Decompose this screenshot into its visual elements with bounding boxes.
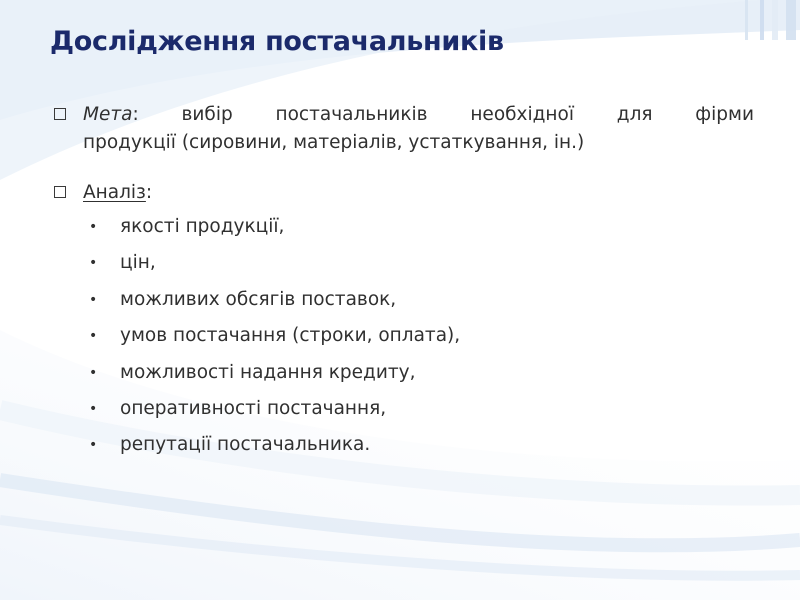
bullet-icon: • xyxy=(89,291,98,308)
bullet-icon: • xyxy=(89,364,98,381)
goal-item xyxy=(54,101,754,157)
bullet-icon: • xyxy=(89,437,98,454)
analysis-list xyxy=(54,213,754,468)
list-item xyxy=(54,286,754,322)
slide-content xyxy=(54,101,754,468)
goal-label: Мета xyxy=(83,104,133,125)
analysis-label: Аналіз xyxy=(83,182,146,203)
list-item xyxy=(54,395,754,431)
list-item xyxy=(54,213,754,249)
analysis-item xyxy=(54,179,754,207)
list-item xyxy=(54,359,754,395)
slide-title: Дослідження постачальників xyxy=(50,26,504,57)
bullet-icon: • xyxy=(89,219,98,235)
analysis-suffix: : xyxy=(145,182,153,203)
bullet-icon: • xyxy=(89,328,98,345)
list-item-text: можливості надання кредиту, xyxy=(120,361,416,383)
list-item xyxy=(54,322,754,358)
list-item-text: репутації постачальника. xyxy=(120,434,371,456)
bullet-icon: • xyxy=(89,255,98,272)
list-item-text: оперативності постачання, xyxy=(120,397,387,419)
goal-line-1-text: : вибір постачальників необхідної для фірми xyxy=(132,104,754,125)
list-item-text: цін, xyxy=(120,252,156,274)
list-item-text: можливих обсягів поставок, xyxy=(120,288,397,310)
square-bullet-icon xyxy=(54,186,66,198)
list-item-text: умов постачання (строки, оплата), xyxy=(120,325,461,347)
goal-line-2-text: продукції (сировини, матеріалів, устаткування, ін.) xyxy=(83,132,585,153)
list-item-text: якості продукції, xyxy=(120,216,285,237)
list-item xyxy=(54,249,754,285)
list-item xyxy=(54,431,754,467)
goal-line-1 xyxy=(83,101,754,129)
square-bullet-icon xyxy=(54,108,66,120)
bullet-icon: • xyxy=(89,400,98,417)
